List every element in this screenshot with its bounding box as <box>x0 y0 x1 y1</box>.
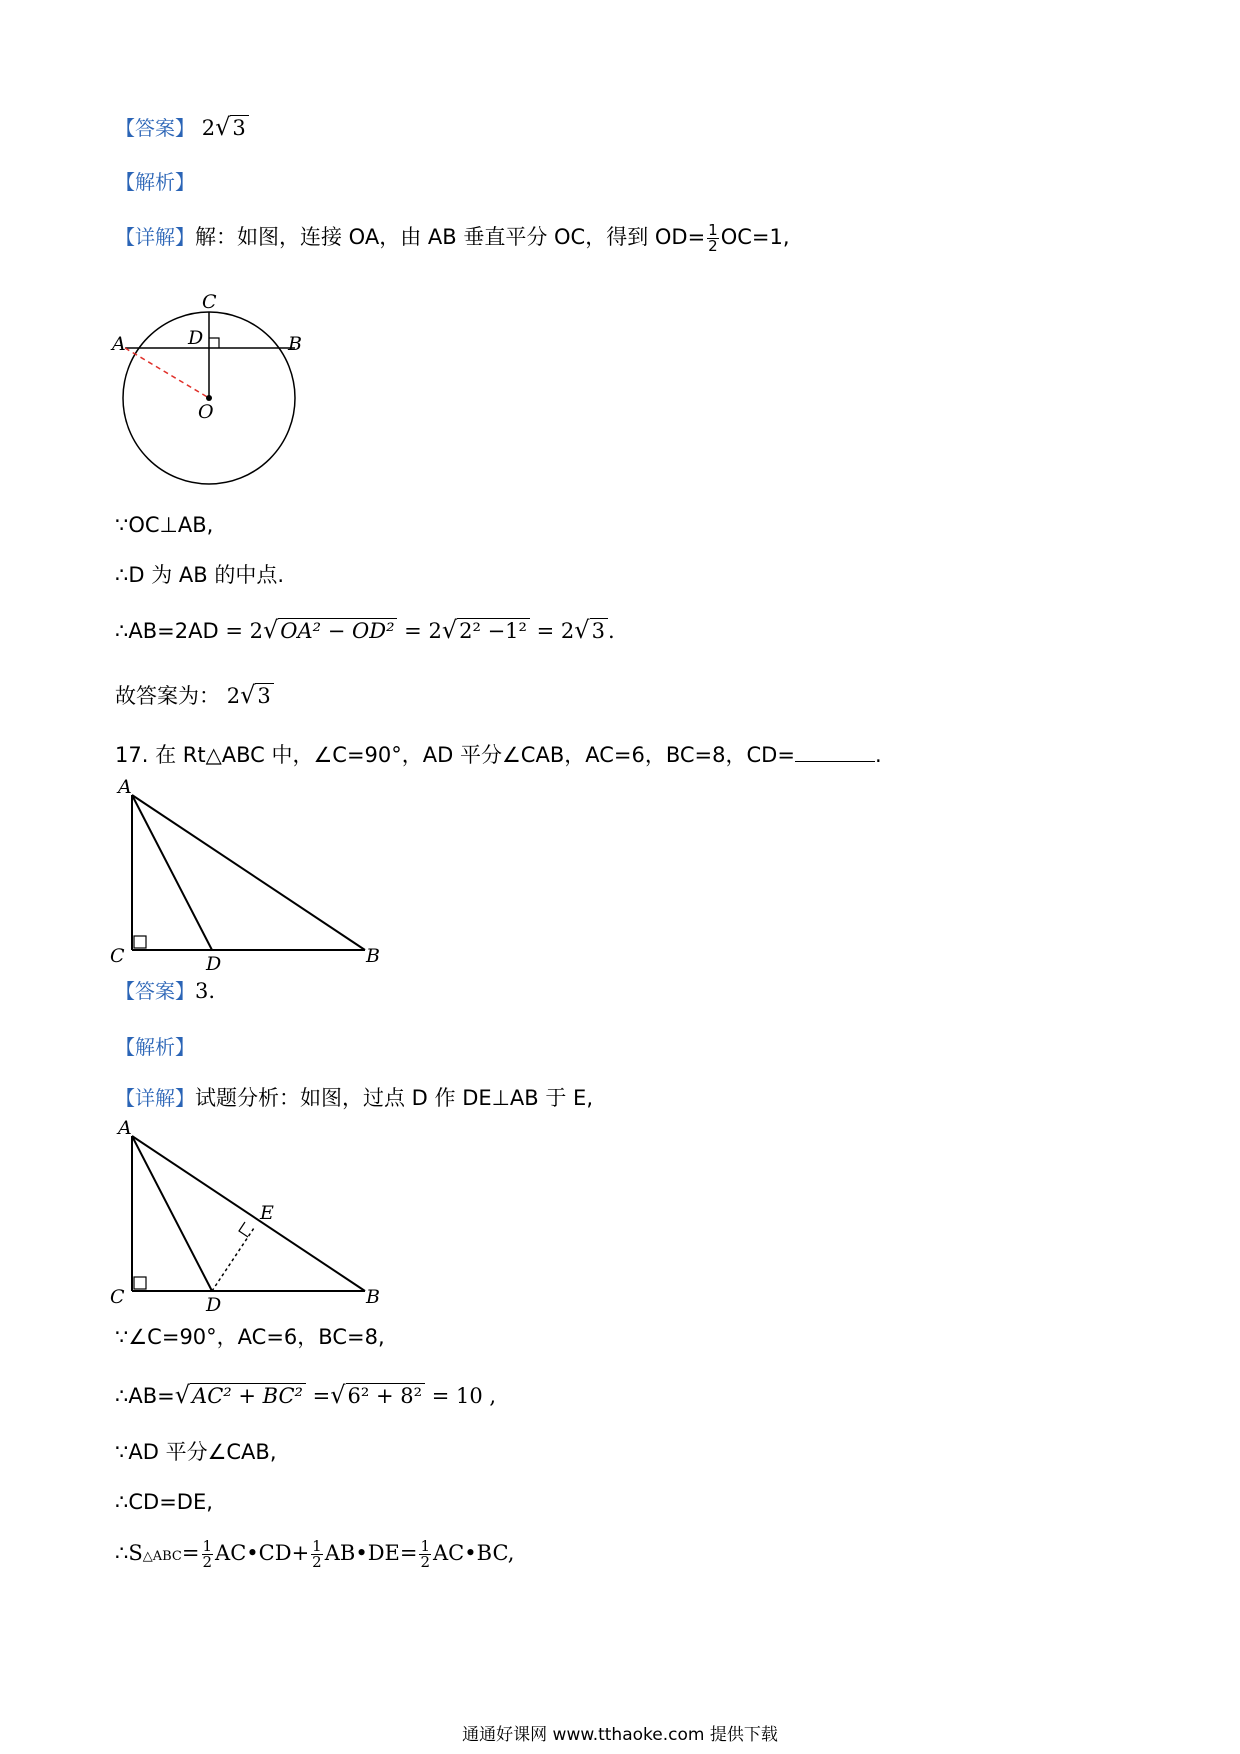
label-b: B <box>366 945 380 967</box>
label-d: D <box>188 327 204 349</box>
triangle-figure <box>108 775 398 975</box>
label-b: B <box>366 1286 380 1308</box>
radical-sign: √ <box>441 616 458 644</box>
label-a: A <box>112 333 126 355</box>
step5-t1: AC•CD+ <box>215 1541 310 1565</box>
detail-text: 试题分析：如图，过点 D 作 DE⊥AB 于 E, <box>195 1086 593 1110</box>
radical-sign: √ <box>262 616 279 644</box>
label-e: E <box>260 1202 274 1224</box>
right-angle-mark <box>209 338 219 348</box>
detail-tag: 【详解】 <box>115 1086 195 1110</box>
radical-sign: √ <box>574 616 590 644</box>
answer-blank <box>795 741 875 762</box>
label-d: D <box>206 1294 222 1316</box>
fraction-half <box>707 220 719 255</box>
radical-sign: √ <box>215 113 231 141</box>
frac-num: 1 <box>708 220 718 239</box>
page-footer: 通通好课网 www.tthaoke.com 提供下载 <box>462 1725 778 1745</box>
step3-end: . <box>607 619 615 643</box>
circle-figure <box>110 288 310 488</box>
step2-eq: = <box>312 1384 331 1408</box>
q16-final <box>115 680 274 711</box>
q16-step1: ∵OC⊥AB, <box>115 513 214 537</box>
step5-sub: △ABC <box>142 1549 182 1564</box>
q17-analysis <box>115 1032 195 1062</box>
segment-ad <box>132 1136 212 1291</box>
step2-rad1: AC² + BC² <box>190 1383 306 1408</box>
frac-den: 2 <box>708 236 718 255</box>
frac-num: 1 <box>202 1537 213 1555</box>
frac-num: 1 <box>312 1537 322 1555</box>
step2-end: = 10 , <box>431 1384 497 1408</box>
q16-answer <box>115 112 249 143</box>
label-a: A <box>118 776 132 798</box>
answer-value: 3. <box>195 979 216 1003</box>
step5-t2: AB•DE= <box>324 1541 418 1565</box>
question-text: 17. 在 Rt△ABC 中，∠C=90°，AD 平分∠CAB，AC=6，BC=8，CD= <box>115 743 795 767</box>
right-angle-mark <box>134 1277 146 1289</box>
answer-tag: 【答案】 <box>115 979 195 1003</box>
analysis-tag: 【解析】 <box>115 170 195 194</box>
label-c: C <box>110 1286 125 1308</box>
detail-text-b: OC=1, <box>720 225 790 249</box>
q16-detail <box>115 222 790 254</box>
answer-coef: 2 <box>201 116 216 140</box>
final-coef: 2 <box>226 684 241 708</box>
step3-rad1: OA² − OD² <box>278 618 397 643</box>
label-c: C <box>202 291 217 313</box>
right-angle-mark-e <box>239 1222 248 1237</box>
q16-step2: ∴D 为 AB 的中点. <box>115 563 285 587</box>
q16-analysis <box>115 167 195 197</box>
radical-sign: √ <box>330 1381 346 1409</box>
answer-tag: 【答案】 <box>115 116 195 140</box>
q17-detail <box>115 1083 593 1113</box>
q17-step5 <box>115 1538 514 1572</box>
final-label: 故答案为： <box>115 684 220 708</box>
segment-ad <box>132 795 212 950</box>
q17-answer <box>115 976 215 1006</box>
right-angle-mark <box>134 936 146 948</box>
label-b: B <box>288 333 302 355</box>
dashed-oa <box>125 348 209 398</box>
q17-step4: ∴CD=DE, <box>115 1490 213 1514</box>
triangle-figure-with-e <box>108 1116 398 1316</box>
label-d: D <box>206 953 222 975</box>
step2-rad2: 6² + 8² <box>346 1383 426 1408</box>
step5-t3: AC•BC, <box>433 1541 515 1565</box>
step3-eq3: = 2 <box>536 619 575 643</box>
side-ab <box>132 795 365 950</box>
q16-step3 <box>115 615 615 646</box>
fraction-half <box>419 1539 431 1570</box>
final-rad: 3 <box>255 683 273 708</box>
step5-lhs: ∴S <box>115 1541 143 1565</box>
frac-den: 2 <box>202 1553 213 1571</box>
step2-lhs: ∴AB= <box>115 1384 175 1408</box>
radical-sign: √ <box>240 681 256 709</box>
q17-step1: ∵∠C=90°，AC=6，BC=8, <box>115 1325 385 1349</box>
step3-eq1: = 2 <box>225 619 263 643</box>
detail-tag: 【详解】 <box>115 225 195 249</box>
fraction-half <box>202 1539 214 1570</box>
label-a: A <box>118 1117 132 1139</box>
step3-rad2: 2² −1² <box>457 618 530 643</box>
step3-rad3: 3 <box>590 618 608 643</box>
answer-radicand: 3 <box>230 115 248 140</box>
question-suffix: . <box>874 743 882 767</box>
label-o: O <box>198 401 214 423</box>
side-ab <box>132 1136 365 1291</box>
analysis-tag: 【解析】 <box>115 1035 195 1059</box>
frac-den: 2 <box>420 1553 431 1571</box>
step5-eq: = <box>181 1541 200 1565</box>
frac-num: 1 <box>420 1537 431 1555</box>
step3-lhs: ∴AB=2AD <box>115 619 219 643</box>
q17-question <box>115 740 882 770</box>
frac-den: 2 <box>312 1553 322 1571</box>
label-c: C <box>110 945 125 967</box>
fraction-half <box>311 1539 323 1570</box>
q17-step2 <box>115 1380 496 1411</box>
q17-step3: ∵AD 平分∠CAB, <box>115 1440 277 1464</box>
radical-sign: √ <box>174 1381 191 1409</box>
step3-eq2: = 2 <box>404 619 442 643</box>
detail-text-a: 解：如图，连接 OA，由 AB 垂直平分 OC，得到 OD= <box>195 225 706 249</box>
